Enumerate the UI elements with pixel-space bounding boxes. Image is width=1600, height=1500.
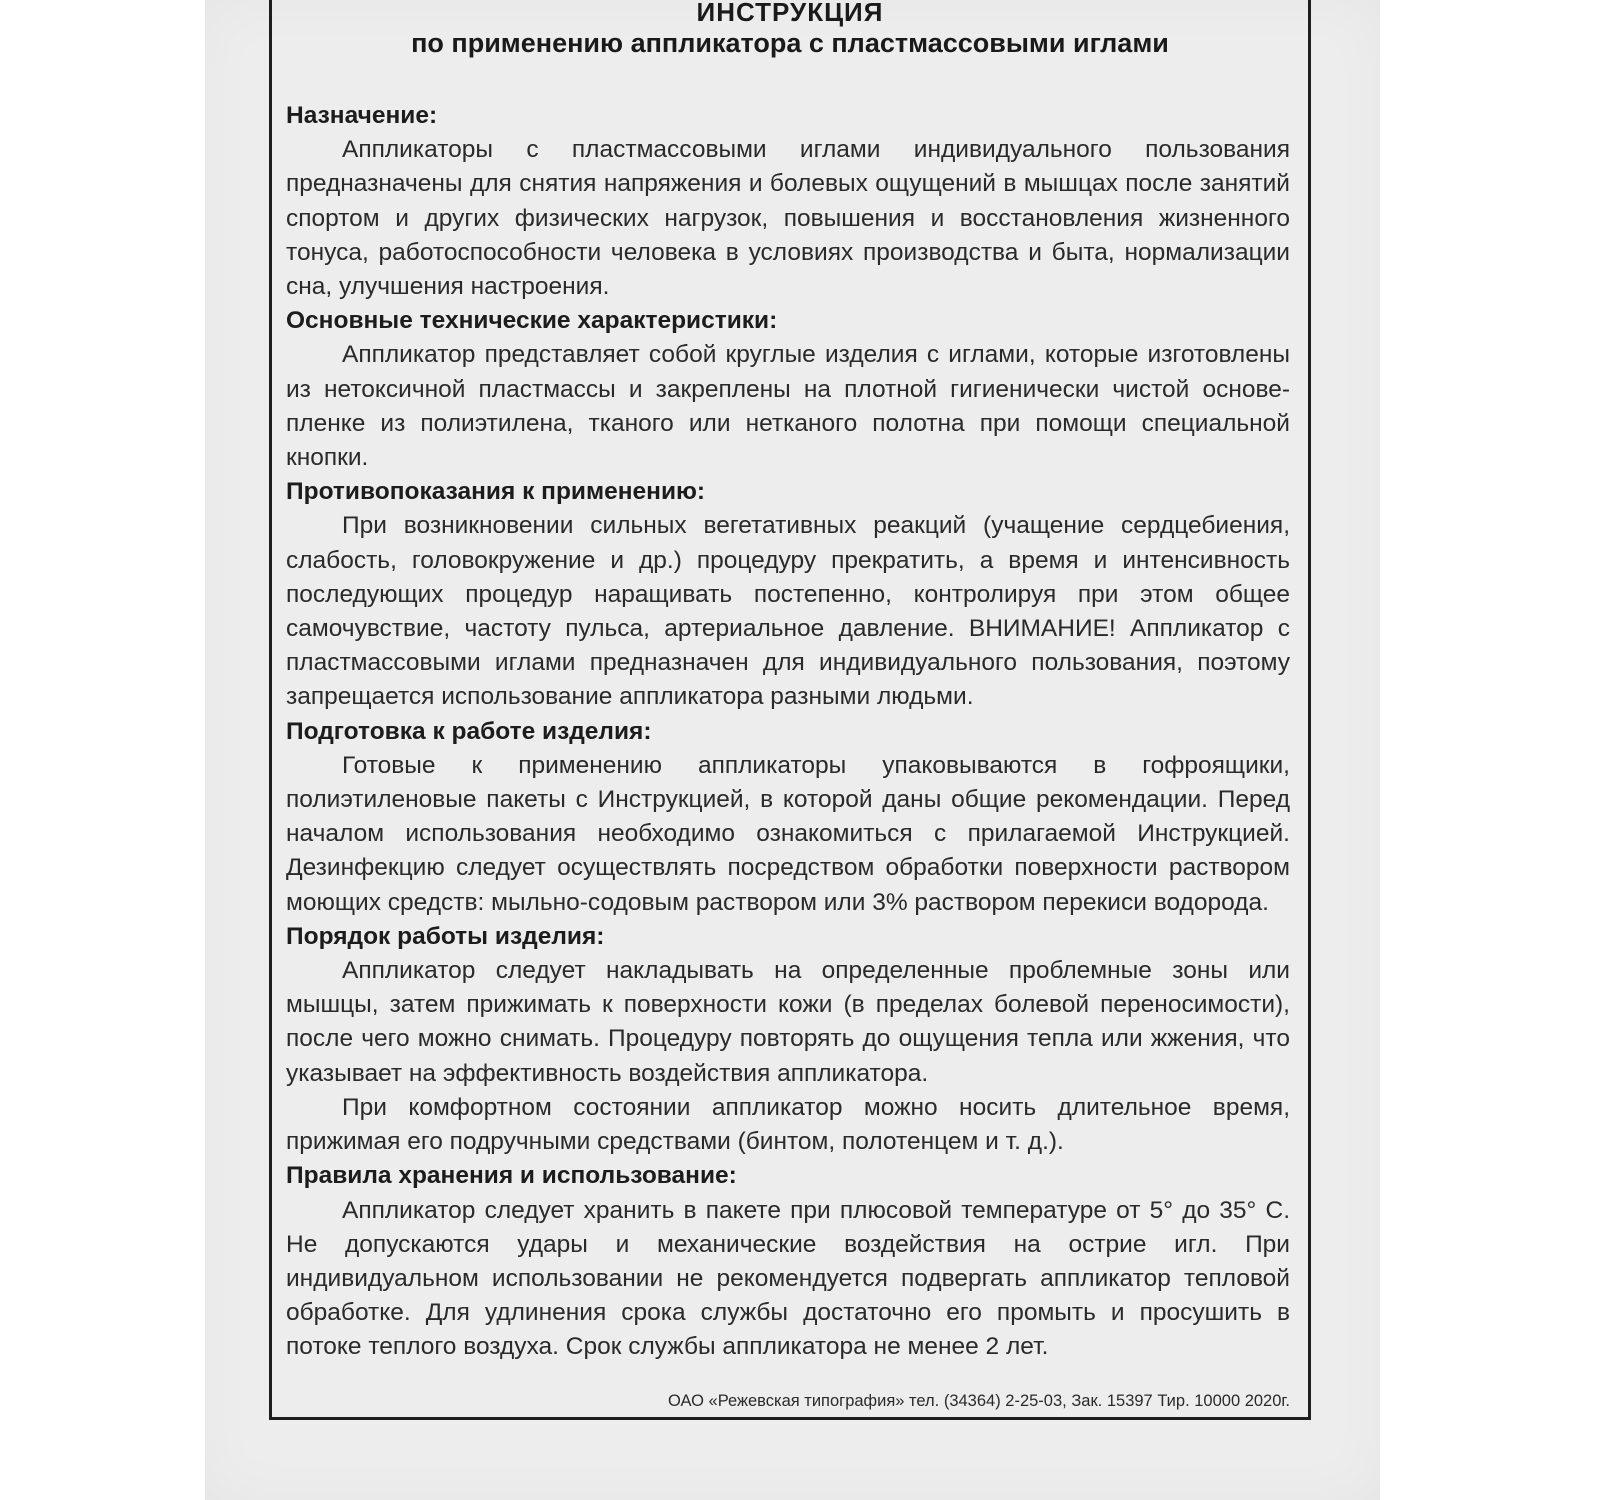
- instruction-sheet: [205, 0, 1380, 1500]
- section-paragraph: Аппликатор представляет собой круглые изделия с иглами, которые изготовлены из нетоксичной пластмассы и закреплены на плотной гигиенически чистой основе-пленке из полиэтилена, тканого или нетканого полотна при помощи специальной кнопки.: [286, 341, 1290, 472]
- document-title: ИНСТРУКЦИЯ: [696, 0, 884, 27]
- document-body: [286, 99, 1290, 1365]
- section-heading: Правила хранения и использование:: [286, 1162, 737, 1190]
- section-storage-rules: [286, 1159, 1290, 1364]
- section-contraindications: [286, 475, 1290, 714]
- section-preparation: [286, 715, 1290, 920]
- section-paragraph: Аппликатор следует хранить в пакете при плюсовой температуре от 5° до 35° С. Не допускаются удары и механические воздействия на острие игл. При индивидуальном использовании не рекомендуется подвергать аппликатор тепловой обработке. Для удлинения срока службы достаточно его промыть и просушить в потоке теплого воздуха. Срок службы аппликатора не менее 2 лет.: [286, 1196, 1290, 1361]
- section-technical-specs: [286, 304, 1290, 475]
- section-heading: Подготовка к работе изделия:: [286, 717, 652, 745]
- section-paragraph: Аппликатор следует накладывать на определенные проблемные зоны или мышцы, затем прижимать к поверхности кожи (в пределах болевой переносимости), после чего можно снимать. Процедуру повторять до ощущения тепла или жжения, что указывает на эффективность воздействия аппликатора.: [286, 957, 1290, 1087]
- section-heading: Назначение:: [286, 102, 438, 129]
- section-paragraph: При комфортном состоянии аппликатор можно носить длительное время, прижимая его подручными средствами (бинтом, полотенцем и т. д.).: [286, 1093, 1290, 1156]
- section-heading: Основные технические характеристики:: [286, 307, 778, 335]
- section-heading: Противопоказания к применению:: [286, 478, 706, 506]
- document-frame: [269, 0, 1311, 1420]
- printer-imprint: ОАО «Режевская типография» тел. (34364) 2-25-03, Зак. 15397 Тир. 10000 2020г.: [667, 1392, 1290, 1410]
- section-purpose: [286, 99, 1290, 304]
- section-paragraph: Готовые к применению аппликаторы упаковываются в гофроящики, полиэтиленовые пакеты с Инструкцией, в которой даны общие рекомендации. Перед началом использования необходимо ознакомиться с прилагаемой Инструкцией. Дезинфекцию следует осуществлять посредством обработки поверхности раствором моющих средств: мыльно-содовым раствором или 3% раствором перекиси водорода.: [286, 751, 1290, 916]
- section-usage-procedure: [286, 920, 1290, 1159]
- section-paragraph: Аппликаторы с пластмассовыми иглами индивидуального пользования предназначены для снятия напряжения и болевых ощущений в мышцах после занятий спортом и других физических нагрузок, повышения и восстановления жизненного тонуса, работоспособности человека в условиях производства и быта, нормализации сна, улучшения настроения.: [286, 136, 1290, 301]
- document-subtitle: по применению аппликатора с пластмассовыми иглами: [411, 28, 1169, 58]
- section-paragraph: При возникновении сильных вегетативных реакций (учащение сердцебиения, слабость, головокружение и др.) процедуру прекратить, а время и интенсивность последующих процедур наращивать постепенно, контролируя при этом общее самочувствие, частоту пульса, артериальное давление. ВНИМАНИЕ! Аппликатор с пластмассовыми иглами предназначен для индивидуального пользования, поэтому запрещается использование аппликатора разными людьми.: [286, 512, 1290, 711]
- section-heading: Порядок работы изделия:: [286, 922, 605, 950]
